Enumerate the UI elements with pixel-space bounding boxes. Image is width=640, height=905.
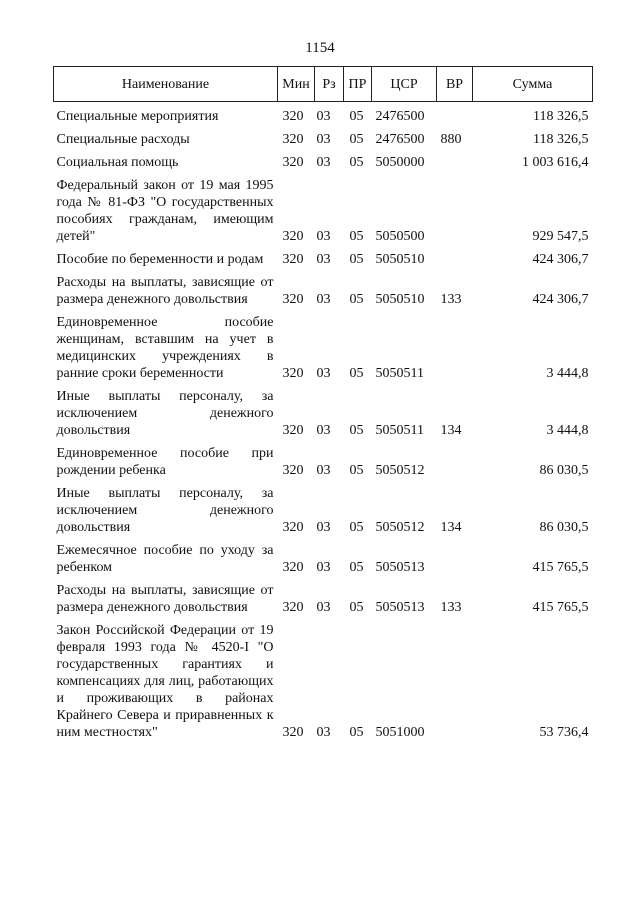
cell-rz: 03 <box>316 109 331 124</box>
table-row <box>54 576 593 616</box>
cell-rz: 03 <box>316 725 331 740</box>
header-vr: ВР <box>437 67 473 102</box>
cell-name: Расходы на выплаты, зависящие от размера денежного довольствия <box>56 275 274 307</box>
cell-pr: 05 <box>349 132 364 147</box>
cell-pr: 05 <box>349 292 364 307</box>
header-pr: ПР <box>344 67 372 102</box>
cell-csr: 5050512 <box>375 463 425 478</box>
table-row <box>54 171 593 245</box>
cell-name: Специальные расходы <box>56 132 190 147</box>
cell-pr: 05 <box>349 229 364 244</box>
table-row <box>54 308 593 382</box>
table-row <box>54 245 593 268</box>
header-min: Мин <box>278 67 315 102</box>
cell-sum: 3 444,8 <box>546 366 589 381</box>
cell-min: 320 <box>282 155 304 170</box>
cell-rz: 03 <box>316 252 331 267</box>
cell-min: 320 <box>282 463 304 478</box>
cell-sum: 86 030,5 <box>539 520 589 535</box>
cell-csr: 5050511 <box>375 366 424 381</box>
cell-min: 320 <box>282 132 304 147</box>
cell-name: Иные выплаты персоналу, за исключением денежного довольствия <box>56 389 274 438</box>
cell-min: 320 <box>282 520 304 535</box>
cell-pr: 05 <box>349 366 364 381</box>
cell-min: 320 <box>282 229 304 244</box>
cell-pr: 05 <box>349 520 364 535</box>
cell-vr <box>437 308 473 382</box>
cell-min: 320 <box>282 109 304 124</box>
cell-pr: 05 <box>349 423 364 438</box>
cell-vr <box>437 148 473 171</box>
cell-pr: 05 <box>349 252 364 267</box>
cell-pr: 05 <box>349 725 364 740</box>
table-row <box>54 479 593 536</box>
cell-rz: 03 <box>316 292 331 307</box>
header-rz: Рз <box>315 67 344 102</box>
cell-name: Расходы на выплаты, зависящие от размера денежного довольствия <box>56 583 274 615</box>
table-row <box>54 382 593 439</box>
cell-rz: 03 <box>316 132 331 147</box>
cell-csr: 2476500 <box>375 109 425 124</box>
cell-sum: 86 030,5 <box>539 463 589 478</box>
cell-rz: 03 <box>316 600 331 615</box>
cell-vr <box>437 536 473 576</box>
cell-vr <box>437 171 473 245</box>
cell-pr: 05 <box>349 109 364 124</box>
table-row <box>54 102 593 126</box>
table-header-row <box>54 67 593 102</box>
cell-sum: 415 765,5 <box>532 560 589 575</box>
header-sum: Сумма <box>473 67 593 102</box>
cell-csr: 5050513 <box>375 600 425 615</box>
cell-pr: 05 <box>349 155 364 170</box>
cell-name: Специальные мероприятия <box>56 109 219 124</box>
header-name: Наименование <box>54 67 278 102</box>
cell-name: Иные выплаты персоналу, за исключением денежного довольствия <box>56 486 274 535</box>
page-number: 1154 <box>305 40 335 56</box>
cell-csr: 5050000 <box>375 155 425 170</box>
cell-min: 320 <box>282 423 304 438</box>
table-row <box>54 439 593 479</box>
cell-vr: 134 <box>440 423 462 438</box>
cell-vr: 880 <box>440 132 462 147</box>
cell-csr: 5050510 <box>375 252 425 267</box>
cell-name: Федеральный закон от 19 мая 1995 года № 81-ФЗ "О государственных пособиях гражданам, имеющим детей" <box>56 178 274 244</box>
cell-sum: 1 003 616,4 <box>522 155 589 170</box>
cell-min: 320 <box>282 560 304 575</box>
cell-name: Пособие по беременности и родам <box>56 252 264 267</box>
cell-pr: 05 <box>349 600 364 615</box>
cell-min: 320 <box>282 725 304 740</box>
cell-csr: 5050511 <box>375 423 424 438</box>
cell-csr: 2476500 <box>375 132 425 147</box>
cell-min: 320 <box>282 252 304 267</box>
cell-name: Единовременное пособие при рождении ребенка <box>56 446 274 478</box>
cell-vr <box>437 439 473 479</box>
cell-rz: 03 <box>316 155 331 170</box>
table-row <box>54 268 593 308</box>
header-csr: ЦСР <box>372 67 437 102</box>
cell-vr <box>437 102 473 126</box>
cell-pr: 05 <box>349 560 364 575</box>
cell-sum: 929 547,5 <box>532 229 589 244</box>
cell-name: Закон Российской Федерации от 19 февраля 1993 года № 4520-I "О государственных гарантиях и компенсациях для лиц, работающих и проживающих в районах Крайнего Севера и приравненных к ним местностях" <box>56 623 274 740</box>
cell-name: Ежемесячное пособие по уходу за ребенком <box>56 543 274 575</box>
cell-min: 320 <box>282 366 304 381</box>
cell-vr: 134 <box>440 520 462 535</box>
cell-sum: 118 326,5 <box>533 132 589 147</box>
cell-min: 320 <box>282 292 304 307</box>
cell-rz: 03 <box>316 463 331 478</box>
budget-table <box>53 66 593 741</box>
cell-rz: 03 <box>316 560 331 575</box>
cell-csr: 5050512 <box>375 520 425 535</box>
table-row <box>54 616 593 741</box>
cell-rz: 03 <box>316 423 331 438</box>
cell-sum: 424 306,7 <box>532 292 589 307</box>
cell-csr: 5050510 <box>375 292 425 307</box>
cell-vr <box>437 616 473 741</box>
cell-csr: 5050513 <box>375 560 425 575</box>
table-row <box>54 125 593 148</box>
cell-rz: 03 <box>316 520 331 535</box>
cell-rz: 03 <box>316 229 331 244</box>
cell-name: Социальная помощь <box>56 155 179 170</box>
cell-vr: 133 <box>440 292 462 307</box>
cell-sum: 415 765,5 <box>532 600 589 615</box>
cell-csr: 5050500 <box>375 229 425 244</box>
cell-sum: 424 306,7 <box>532 252 589 267</box>
cell-rz: 03 <box>316 366 331 381</box>
table-row <box>54 148 593 171</box>
cell-min: 320 <box>282 600 304 615</box>
cell-pr: 05 <box>349 463 364 478</box>
cell-sum: 3 444,8 <box>546 423 589 438</box>
cell-sum: 53 736,4 <box>539 725 589 740</box>
cell-vr: 133 <box>440 600 462 615</box>
cell-name: Единовременное пособие женщинам, вставшим на учет в медицинских учреждениях в ранние сроки беременности <box>56 315 274 381</box>
cell-vr <box>437 245 473 268</box>
cell-sum: 118 326,5 <box>533 109 589 124</box>
cell-csr: 5051000 <box>375 725 425 740</box>
table-row <box>54 536 593 576</box>
